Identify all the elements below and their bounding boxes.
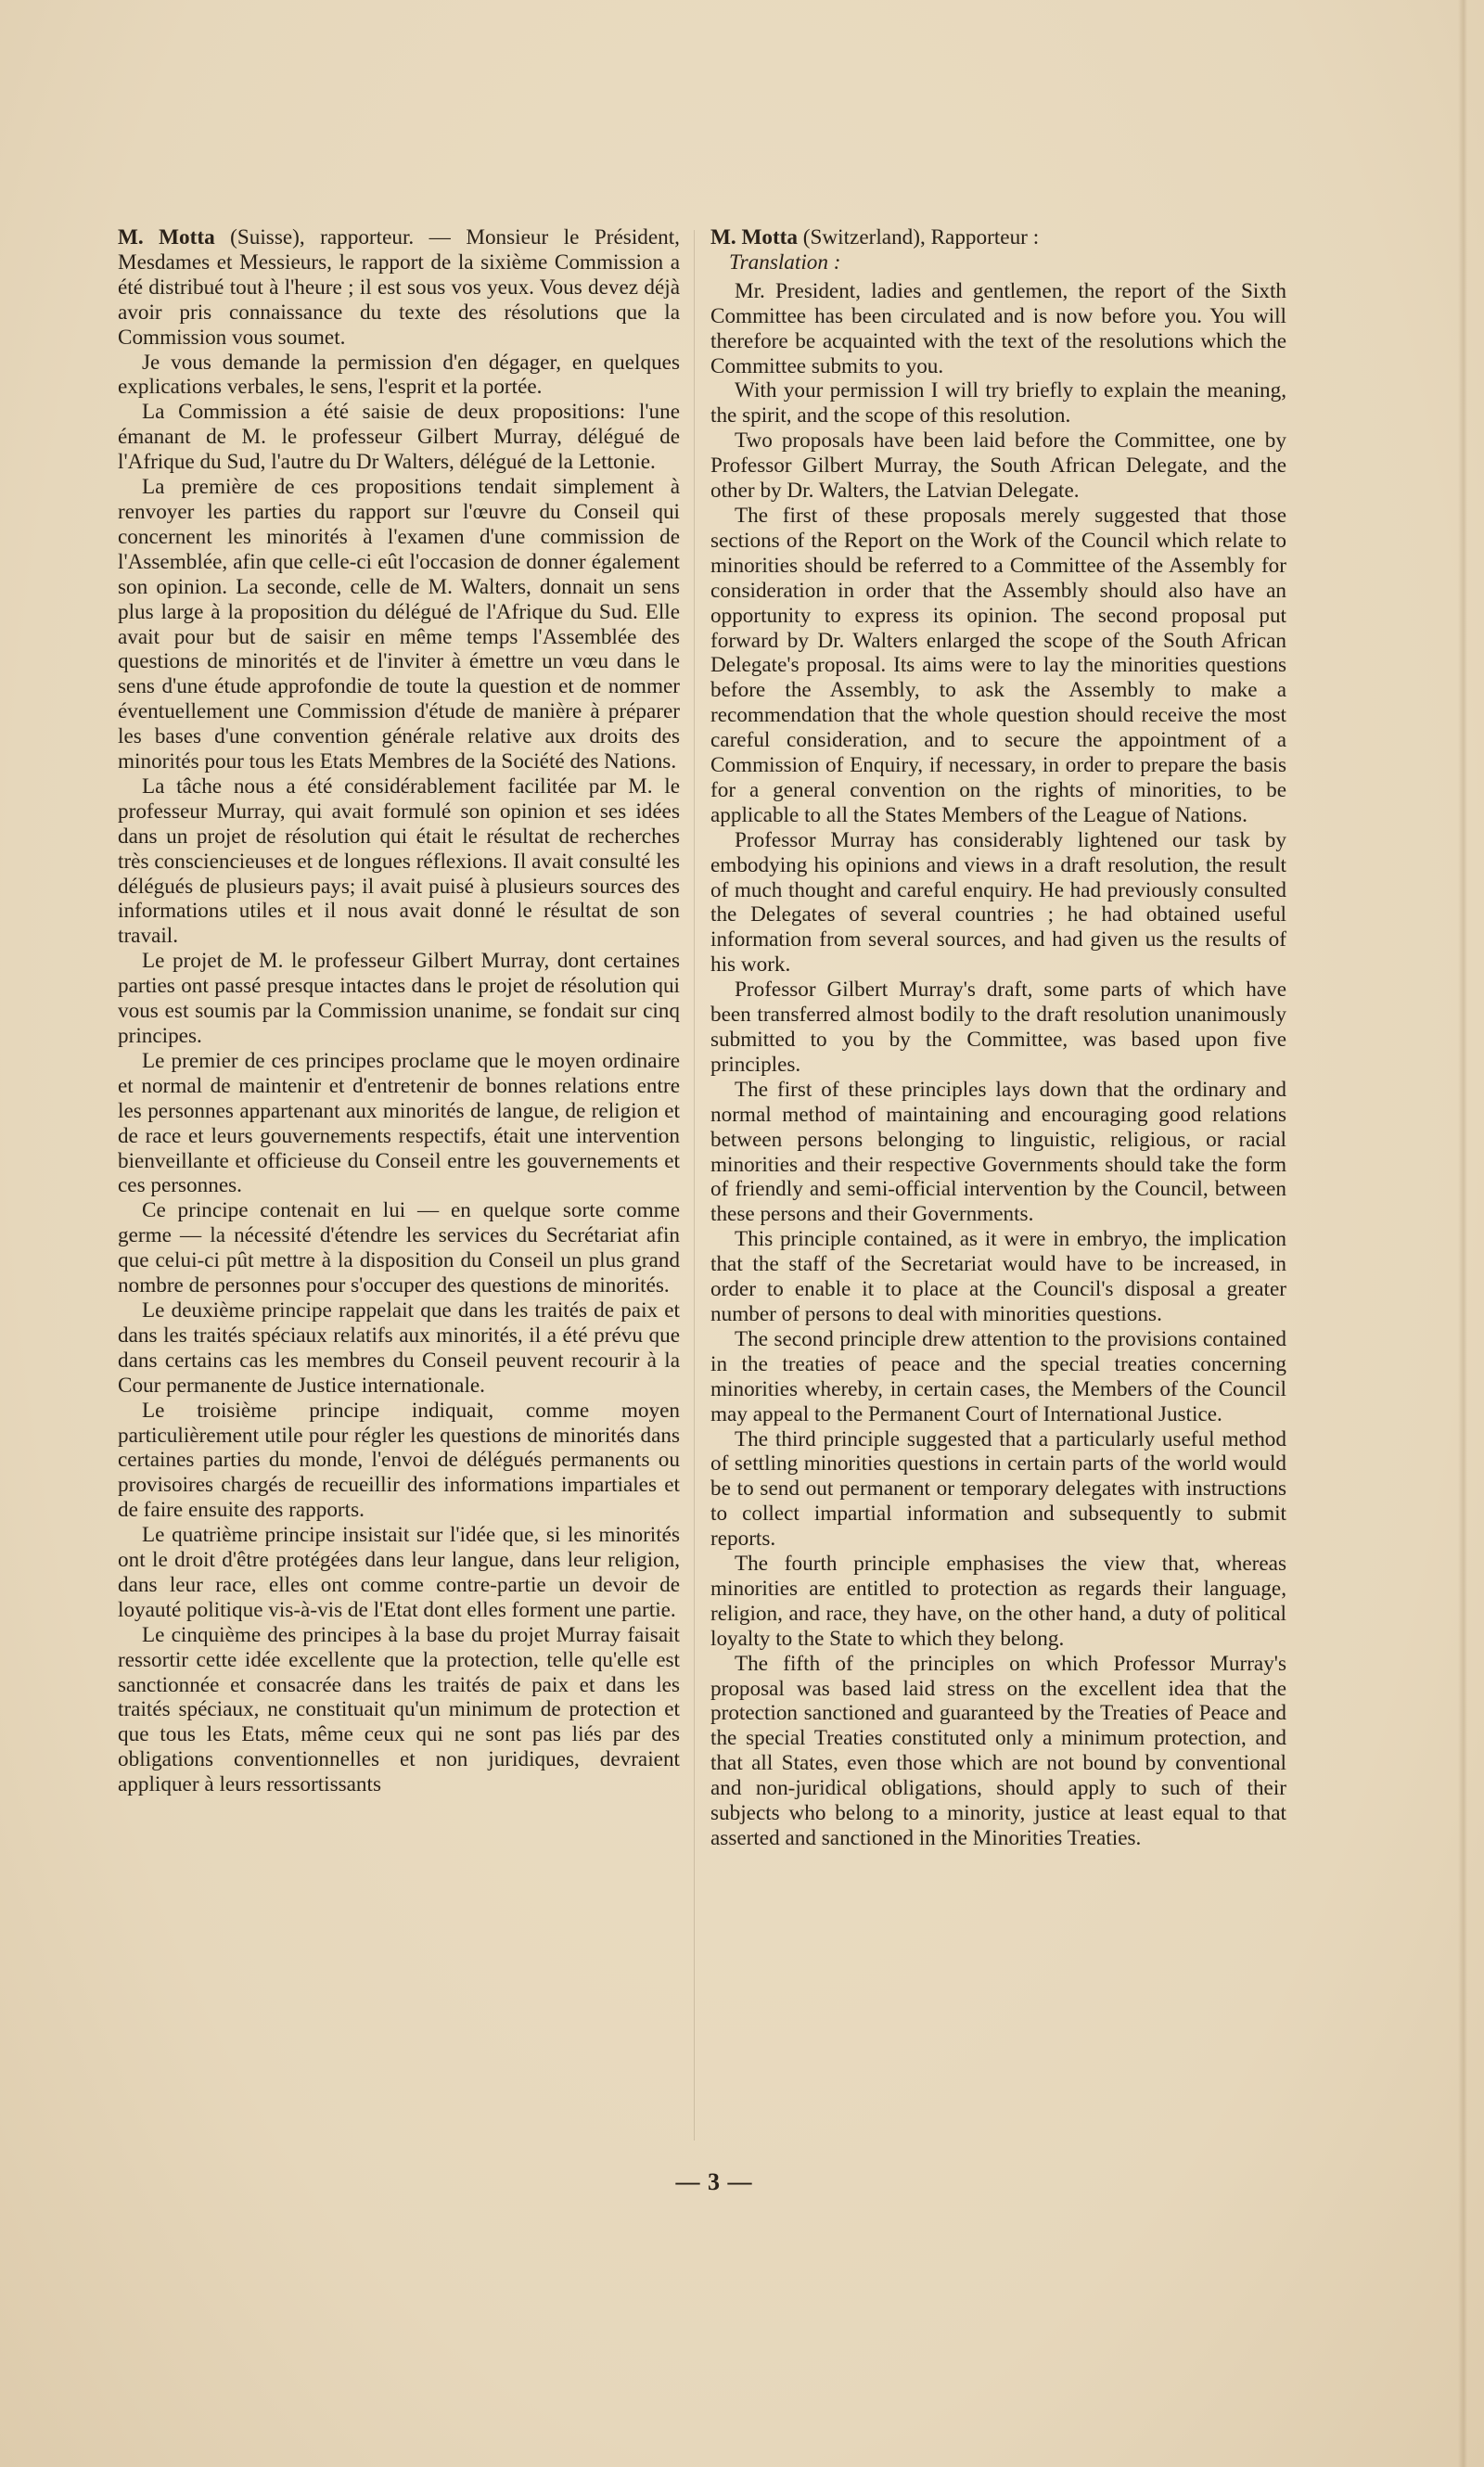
english-speaker-role: (Switzerland), Rapporteur : bbox=[798, 225, 1040, 249]
french-paragraph: La tâche nous a été considérablement facilitée par M. le professeur Murray, qui avait formulé son opinion et ses idées dans un projet de résolution qui était le résultat de recherches très consciencieuses et de longues réflexions. Il avait consulté les délégués de plusieurs pays; il avait puisé à plusieurs sources des informations utiles et il nous avait donné le résultat de son travail. bbox=[118, 773, 680, 949]
french-paragraph: La première de ces propositions tendait simplement à renvoyer les parties du rapport sur l'œuvre du Conseil qui concernent les minorités à l'examen d'une commission de l'Assemblée, afin que celle-ci eût l'occasion de donner également son opinion. La seconde, celle de M. Walters, donnait un sens plus large à la proposition du délégué de l'Afrique du Sud. Elle avait pour but de saisir en même temps l'Assemblée des questions de minorités et de l'inviter à émettre un vœu dans le sens d'une étude approfondie de toute la question et de nommer éventuellement une Commission d'étude de manière à préparer les bases d'une convention générale relative aux droits des minorités pour tous les Etats Membres de la Société des Nations. bbox=[118, 475, 680, 774]
english-paragraph: Professor Murray has considerably lightened our task by embodying his opinions and views in a draft resolution, the result of much thought and careful enquiry. He had previously consulted the Delegates of several countries ; he had obtained useful information from several sources, and had given us the results of his work. bbox=[710, 827, 1286, 978]
french-speaker-name: M. Motta bbox=[118, 225, 215, 249]
english-paragraph: The second principle drew attention to the provisions contained in the treaties of peace and the special treaties concerning minorities whereby, in certain cases, the Members of the Council may appeal to the Permanent Court of International Justice. bbox=[710, 1326, 1286, 1426]
french-paragraph: Le projet de M. le professeur Gilbert Murray, dont certaines parties ont passé presque intactes dans le projet de résolution qui vous est soumis par la Commission unanime, se fondait sur cinq principes. bbox=[118, 949, 680, 1048]
french-paragraph: Je vous demande la permission d'en dégager, en quelques explications verbales, le sens, l'esprit et la portée. bbox=[118, 350, 680, 400]
translation-label: Translation : bbox=[729, 249, 841, 275]
english-paragraph: The fifth of the principles on which Professor Murray's proposal was based laid stress on the excellent idea that the protection sanctioned and guaranteed by the Treaties of Peace and the special Treaties constituted only a minimum protection, and that all States, even those which are not bound by conventional and non-juridical obligations, should apply to such of their subjects who belong to a minority, justice at least equal to that asserted and sanctioned in the Minorities Treaties. bbox=[710, 1651, 1286, 1850]
french-paragraph: Le quatrième principe insistait sur l'idée que, si les minorités ont le droit d'être protégées dans leur langue, dans leur religion, dans leur race, elles ont comme contre-partie un devoir de loyauté politique vis-à-vis de l'Etat dont elles forment une partie. bbox=[118, 1523, 680, 1622]
english-paragraph: Professor Gilbert Murray's draft, some parts of which have been transferred almost bodily to the draft resolution unanimously submitted to you by the Committee, was based upon five principles. bbox=[710, 978, 1286, 1077]
english-paragraph: Two proposals have been laid before the Committee, one by Professor Gilbert Murray, the South African Delegate, and the other by Dr. Walters, the Latvian Delegate. bbox=[710, 428, 1286, 504]
english-paragraph: Mr. President, ladies and gentlemen, the report of the Sixth Committee has been circulated and is now before you. You will therefore be acquainted with the text of the resolutions which the Committee submits to you. bbox=[710, 278, 1286, 378]
french-paragraph: La Commission a été saisie de deux propositions: l'une émanant de M. le professeur Gilbert Murray, délégué de l'Afrique du Sud, l'autre du Dr Walters, délégué de la Lettonie. bbox=[118, 400, 680, 475]
french-paragraph: Le premier de ces principes proclame que le moyen ordinaire et normal de maintenir et d'entretenir de bonnes relations entre les personnes appartenant aux minorités de langue, de religion et de race et leurs gouvernements respectifs, était une intervention bienveillante et officieuse du Conseil entre les gouvernements et ces personnes. bbox=[118, 1048, 680, 1198]
column-divider bbox=[694, 230, 695, 2141]
english-paragraph: The first of these proposals merely suggested that those sections of the Report on the Work of the Council which relate to minorities should be referred to a Committee of the Assembly for consideration in order that the Assembly should also have an opportunity to express its opinion. The second proposal put forward by Dr. Walters enlarged the scope of the South African Delegate's proposal. Its aims were to lay the minorities questions before the Assembly, to ask the Assembly to make a recommendation that the whole question should receive the most careful consideration, and to secure the appointment of a Commission of Enquiry, if necessary, in order to prepare the basis for a general convention on the rights of minorities, to be applicable to all the States Members of the League of Nations. bbox=[710, 503, 1286, 827]
page-fold-shadow bbox=[1458, 0, 1467, 2467]
page-number: — 3 — bbox=[675, 2168, 753, 2195]
english-paragraph: The third principle suggested that a particularly useful method of settling minorities questions in certain parts of the world would be to send out permanent or temporary delegates with instructions to collect impartial information and subsequently to submit reports. bbox=[710, 1426, 1286, 1552]
french-column bbox=[118, 225, 680, 1797]
english-paragraph: This principle contained, as it were in embryo, the implication that the staff of the Secretariat would have to be increased, in order to enable it to place at the Council's disposal a greater number of persons to deal with minorities questions. bbox=[710, 1227, 1286, 1326]
french-paragraph: Ce principe contenait en lui — en quelque sorte comme germe — la nécessité d'étendre les services du Secrétariat afin que celui-ci pût mettre à la disposition du Conseil un plus grand nombre de personnes pour s'occuper des questions de minorités. bbox=[118, 1198, 680, 1298]
english-paragraph: The fourth principle emphasises the view that, whereas minorities are entitled to protection as regards their language, religion, and race, they have, on the other hand, a duty of political loyalty to the State to which they belong. bbox=[710, 1552, 1286, 1651]
french-paragraph: Le deuxième principe rappelait que dans les traités de paix et dans les traités spéciaux relatifs aux minorités, il a été prévu que dans certains cas les membres du Conseil peuvent recourir à la Cour permanente de Justice internationale. bbox=[118, 1297, 680, 1398]
french-paragraph: Le cinquième des principes à la base du projet Murray faisait ressortir cette idée excellente que la protection, telle qu'elle est sanctionnée et consacrée dans les traités de paix et dans les traités spéciaux, ne constituait qu'un minimum de protection et que tous les Etats, même ceux qui ne sont pas liés par des obligations conventionnelles et non juridiques, devraient appliquer à leurs ressortissants bbox=[118, 1622, 680, 1797]
french-intro-text: (Suisse), rapporteur. — Monsieur le Président, Mesdames et Messieurs, le rapport de la sixième Commission a été distribué tout à l'heure ; il est sous vos yeux. Vous devez déjà avoir pris connaissance du texte des résolutions que la Commission vous soumet. bbox=[118, 225, 680, 350]
english-column bbox=[710, 225, 1286, 1851]
french-paragraph: Le troisième principe indiquait, comme moyen particulièrement utile pour régler les questions de minorités dans certaines parties du monde, l'envoi de délégués permanents ou provisoires chargés de recueillir des informations impartiales et de faire ensuite des rapports. bbox=[118, 1398, 680, 1523]
french-intro-paragraph bbox=[118, 225, 680, 351]
english-speaker-line bbox=[710, 225, 1286, 250]
english-speaker-name: M. Motta bbox=[710, 225, 798, 249]
english-paragraph: With your permission I will try briefly to explain the meaning, the spirit, and the scope of this resolution. bbox=[710, 378, 1286, 428]
english-paragraph: The first of these principles lays down that the ordinary and normal method of maintaining and encouraging good relations between persons belonging to linguistic, religious, or racial minorities and their respective Governments should take the form of friendly and semi-official intervention by the Council, between these persons and their Governments. bbox=[710, 1077, 1286, 1227]
